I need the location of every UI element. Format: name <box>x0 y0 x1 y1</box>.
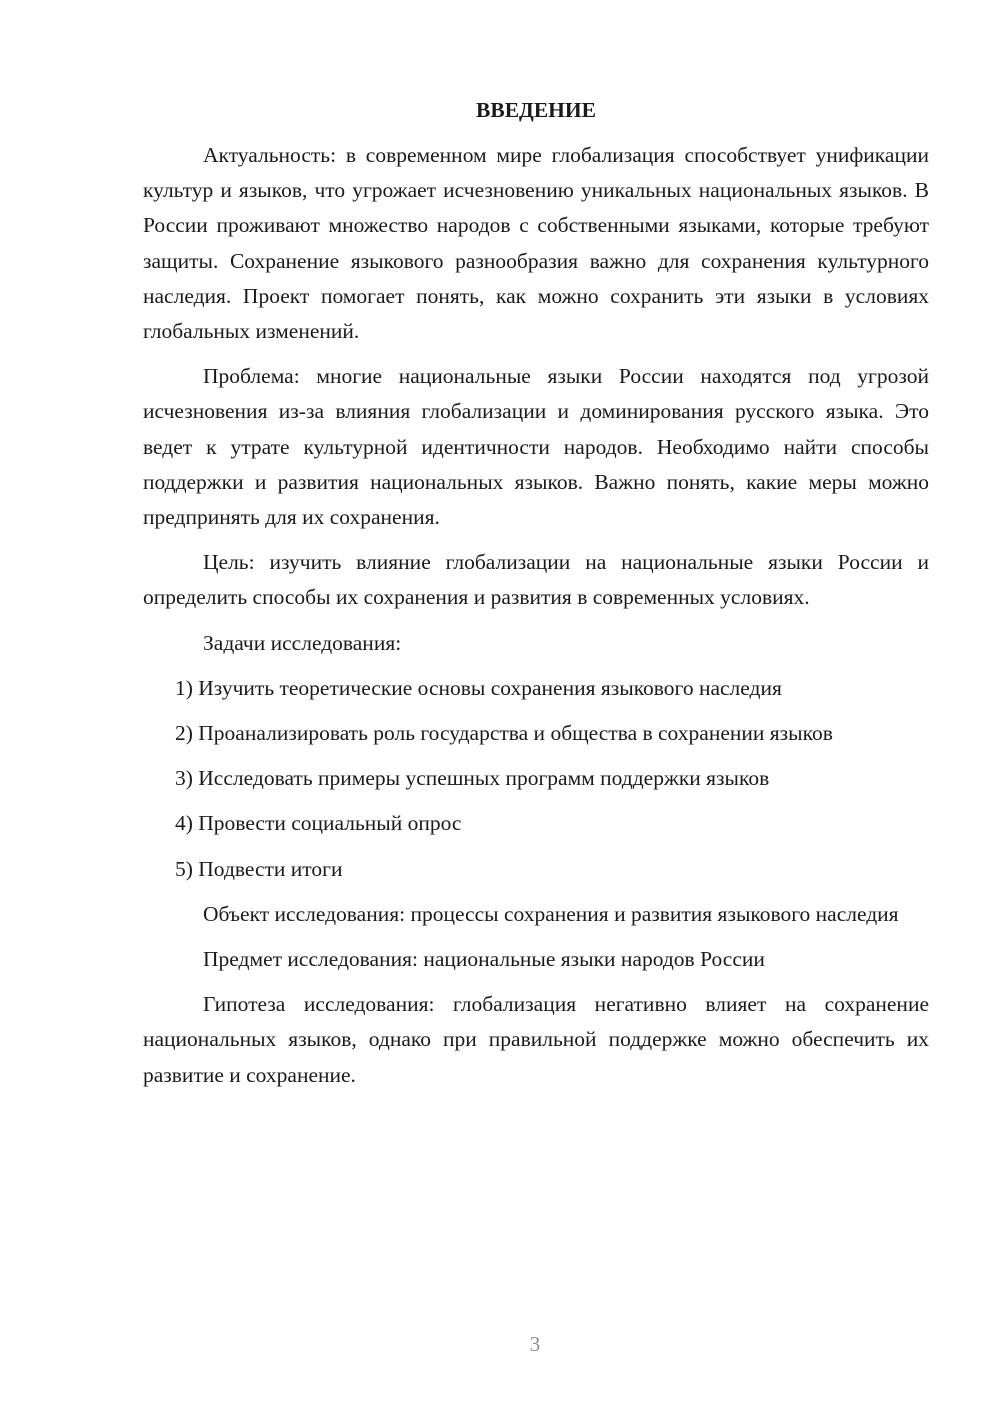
page-number: 3 <box>529 1332 541 1356</box>
section-title: ВВЕДЕНИЕ <box>476 98 596 122</box>
task-item-4: 4) Провести социальный опрос <box>175 811 462 836</box>
task-item-3: 3) Исследовать примеры успешных программ поддержки языков <box>175 766 770 791</box>
document-body <box>143 93 929 1103</box>
paragraph-problem: Проблема: многие национальные языки России находятся под угрозой исчезновения из-за влияния глобализации и доминирования русского языка. Это ведет к утрате культурной идентичности народов. Необходимо найти способы поддержки и развития национальных языков. Важно понять, какие меры можно предпринять для их сохранения. <box>143 364 929 530</box>
task-item-1: 1) Изучить теоретические основы сохранения языкового наследия <box>175 675 782 700</box>
paragraph-subject: Предмет исследования: национальные языки народов России <box>203 947 765 972</box>
paragraph-hypothesis: Гипотеза исследования: глобализация негативно влияет на сохранение национальных языков, однако при правильной поддержке можно обеспечить их развитие и сохранение. <box>143 992 929 1087</box>
task-item-5: 5) Подвести итоги <box>175 856 343 881</box>
paragraph-relevance: Актуальность: в современном мире глобализация способствует унификации культур и языков, что угрожает исчезновению уникальных национальных языков. В России проживают множество народов с собственными языками, которые требуют защиты. Сохранение языкового разнообразия важно для сохранения культурного наследия. Проект помогает понять, как можно сохранить эти языки в условиях глобальных изменений. <box>143 143 929 344</box>
paragraph-object: Объект исследования: процессы сохранения и развития языкового наследия <box>203 901 899 926</box>
paragraph-goal: Цель: изучить влияние глобализации на национальные языки России и определить способы их сохранения и развития в современных условиях. <box>143 550 929 610</box>
tasks-heading: Задачи исследования: <box>203 630 402 655</box>
task-item-2: 2) Проанализировать роль государства и общества в сохранении языков <box>175 721 833 746</box>
